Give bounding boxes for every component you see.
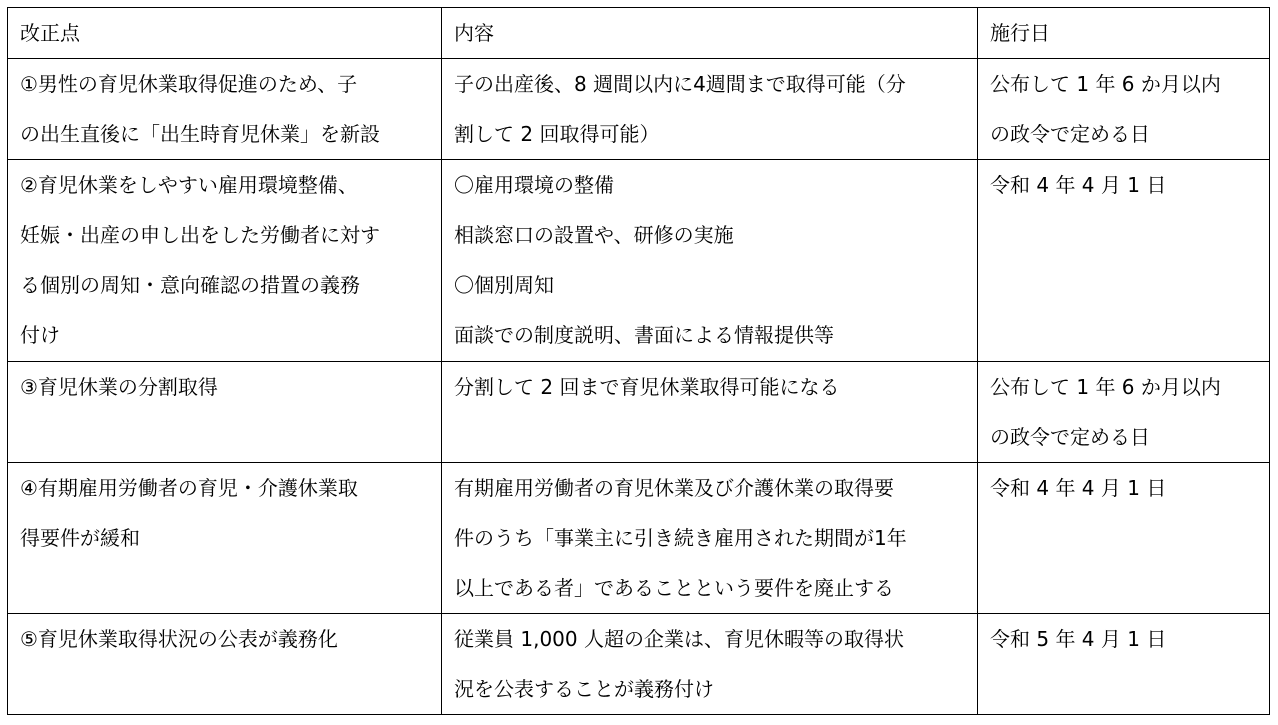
amendment-point-cell <box>8 463 442 614</box>
cell-line: ⑤育児休業取得状況の公表が義務化 <box>20 627 338 651</box>
cell-line: る個別の周知・意向確認の措置の義務 <box>20 273 360 297</box>
cell-line: 況を公表することが義務付け <box>454 677 714 701</box>
cell-line: 付け <box>20 323 60 347</box>
amendment-table <box>7 7 1270 715</box>
effective-date-cell <box>978 160 1270 362</box>
cell-line: 面談での制度説明、書面による情報提供等 <box>454 323 834 347</box>
cell-line: ③育児休業の分割取得 <box>20 375 218 399</box>
cell-line: 得要件が緩和 <box>20 526 140 550</box>
cell-line: 令和 4 年 4 月 1 日 <box>990 476 1167 500</box>
header-content: 内容 <box>442 8 978 59</box>
cell-line: 公布して 1 年 6 か月以内 <box>990 72 1221 96</box>
header-amendment-point: 改正点 <box>8 8 442 59</box>
cell-line: 分割して 2 回まで育児休業取得可能になる <box>454 375 840 399</box>
effective-date-cell <box>978 463 1270 614</box>
content-cell <box>442 362 978 463</box>
cell-line: 妊娠・出産の申し出をした労働者に対す <box>20 223 380 247</box>
cell-line: 〇雇用環境の整備 <box>454 173 614 197</box>
cell-line: 従業員 1,000 人超の企業は、育児休暇等の取得状 <box>454 627 904 651</box>
cell-line: 割して 2 回取得可能） <box>454 122 660 146</box>
cell-line: 相談窓口の設置や、研修の実施 <box>454 223 734 247</box>
amendment-point-cell <box>8 59 442 160</box>
cell-line: 令和 4 年 4 月 1 日 <box>990 173 1167 197</box>
content-cell <box>442 463 978 614</box>
content-cell <box>442 614 978 715</box>
table-row <box>8 160 1270 362</box>
cell-line: 以上である者」であることという要件を廃止する <box>454 576 894 600</box>
cell-line: 公布して 1 年 6 か月以内 <box>990 375 1221 399</box>
cell-line: 〇個別周知 <box>454 273 554 297</box>
effective-date-cell <box>978 362 1270 463</box>
cell-line: ④有期雇用労働者の育児・介護休業取 <box>20 476 358 500</box>
table-row <box>8 614 1270 715</box>
header-effective-date: 施行日 <box>978 8 1270 59</box>
cell-line: 有期雇用労働者の育児休業及び介護休業の取得要 <box>454 476 894 500</box>
effective-date-cell <box>978 614 1270 715</box>
cell-line: ①男性の育児休業取得促進のため、子 <box>20 72 358 96</box>
amendment-point-cell <box>8 614 442 715</box>
table-row <box>8 362 1270 463</box>
cell-line: ②育児休業をしやすい雇用環境整備、 <box>20 173 358 197</box>
cell-line: の政令で定める日 <box>990 122 1150 146</box>
cell-line: 子の出産後、8 週間以内に4週間まで取得可能（分 <box>454 72 906 96</box>
cell-line: の政令で定める日 <box>990 425 1150 449</box>
content-cell <box>442 160 978 362</box>
amendment-point-cell <box>8 160 442 362</box>
cell-line: の出生直後に「出生時育児休業」を新設 <box>20 122 380 146</box>
table-row <box>8 463 1270 614</box>
table-header-row <box>8 8 1270 59</box>
cell-line: 令和 5 年 4 月 1 日 <box>990 627 1167 651</box>
cell-line: 件のうち「事業主に引き続き雇用された期間が1年 <box>454 526 907 550</box>
amendment-point-cell <box>8 362 442 463</box>
content-cell <box>442 59 978 160</box>
effective-date-cell <box>978 59 1270 160</box>
table-row <box>8 59 1270 160</box>
